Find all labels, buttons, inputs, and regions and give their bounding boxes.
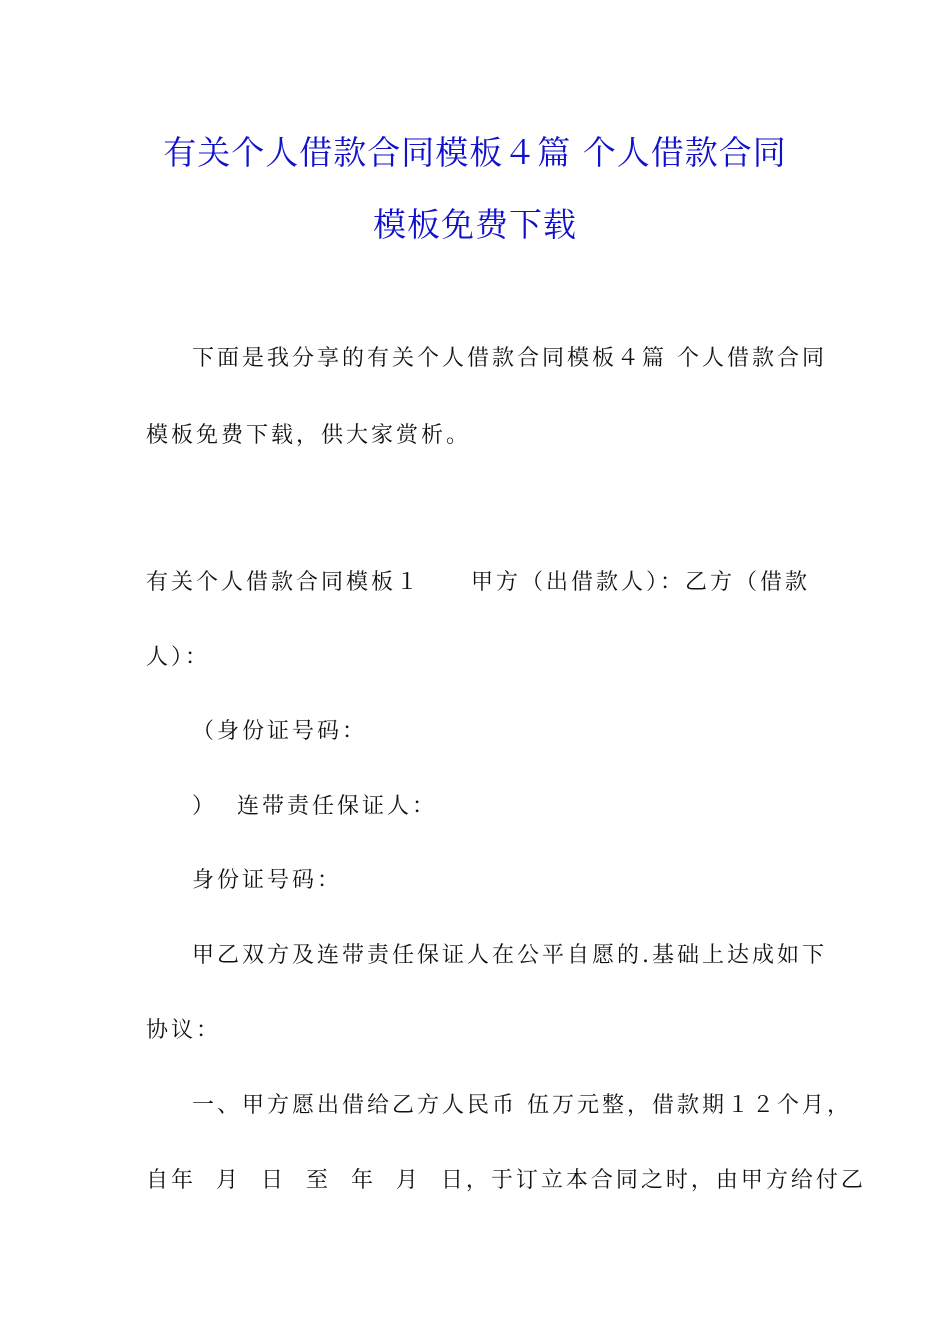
id-number-line-2: 身份证号码： [192,868,343,893]
guarantor-line: ） 连带责任保证人： [192,794,437,819]
clause-1-line-1: 一、甲方愿出借给乙方人民币 伍万元整，借款期１２个月， [192,1093,852,1118]
agreement-line-1: 甲乙双方及连带责任保证人在公平自愿的.基础上达成如下 [192,943,827,968]
intro-line-2: 模板免费下载，供大家赏析。 [146,423,472,448]
contract-heading-line: 有关个人借款合同模板１ 甲方（出借款人）：乙方（借款 [146,570,810,595]
contract-party-line: 人）： [146,645,211,670]
agreement-line-2: 协议： [146,1018,222,1043]
clause-1-line-2: 自年 月 日 至 年 月 日，于订立本合同之时，由甲方给付乙 [146,1168,866,1193]
document-title-line-2: 模板免费下载 [373,205,577,244]
id-number-line-1: （身份证号码： [192,719,368,744]
intro-line-1: 下面是我分享的有关个人借款合同模板４篇 个人借款合同 [192,346,827,371]
document-title-line-1: 有关个人借款合同模板４篇 个人借款合同 [163,133,787,172]
